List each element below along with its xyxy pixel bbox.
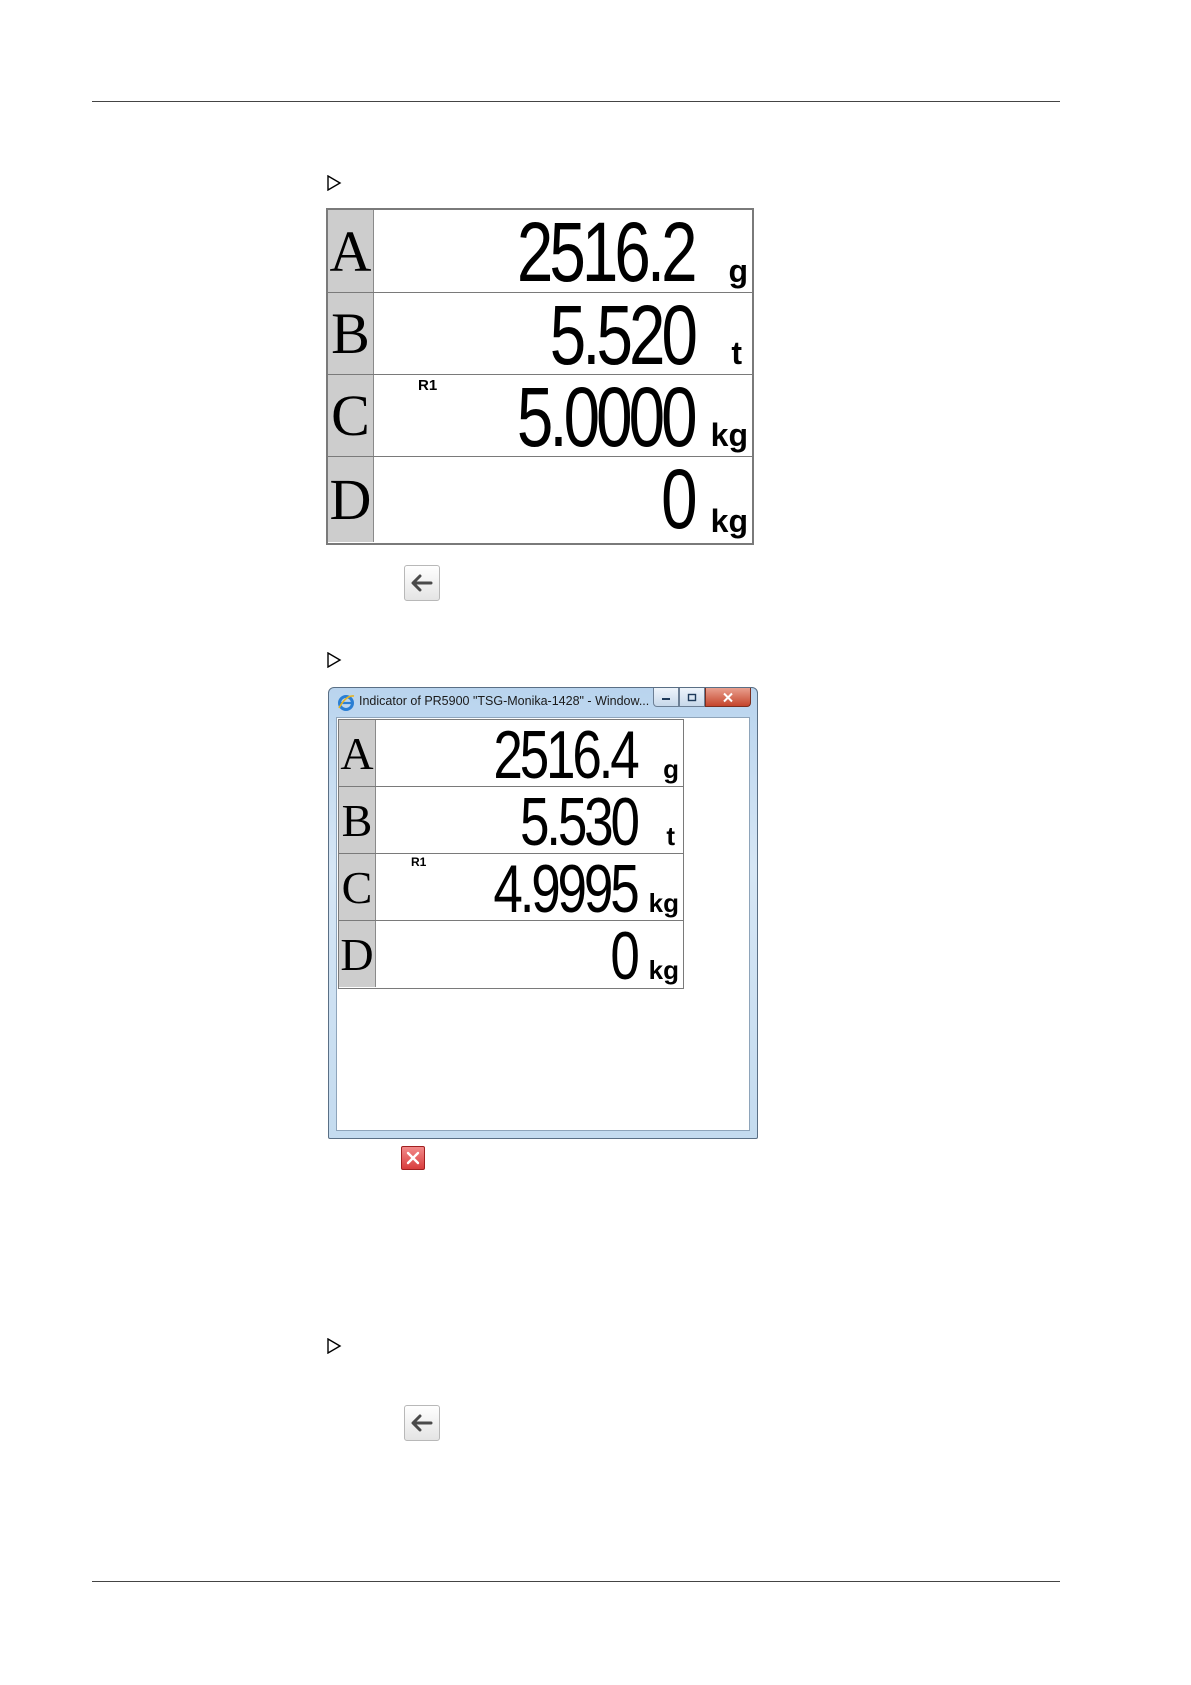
- back-button[interactable]: [404, 565, 440, 601]
- indicator-row-a: [328, 205, 752, 299]
- arrow-left-icon: [411, 574, 433, 592]
- weight-value: 5.0000: [517, 370, 694, 464]
- minimize-icon: [661, 693, 671, 701]
- header-rule: [92, 101, 1060, 102]
- weight-value: 5.530: [520, 784, 637, 860]
- row-letter: D: [328, 457, 374, 542]
- weight-unit: t: [666, 821, 675, 851]
- maximize-button[interactable]: [679, 688, 705, 707]
- range-indicator: R1: [411, 855, 427, 869]
- footer-rule: [92, 1581, 1060, 1582]
- close-x-icon: [405, 1150, 421, 1166]
- row-letter: A: [339, 720, 376, 786]
- weight-value: 2516.2: [517, 205, 694, 299]
- minimize-button[interactable]: [653, 688, 679, 707]
- row-letter: C: [328, 375, 374, 456]
- window-title: Indicator of PR5900 "TSG-Monika-1428" - Window...: [359, 694, 650, 708]
- row-letter: D: [339, 921, 376, 987]
- weight-unit: g: [663, 754, 679, 784]
- indicator-panel-large: [326, 205, 754, 546]
- arrow-left-icon: [411, 1414, 433, 1432]
- weight-unit: kg: [648, 888, 679, 918]
- weight-unit: g: [728, 253, 748, 289]
- indicator-row-c: [328, 370, 752, 464]
- weight-value: 4.9995: [493, 851, 637, 927]
- weight-unit: t: [731, 335, 742, 371]
- window-controls: [653, 688, 751, 708]
- internet-explorer-icon: [337, 693, 355, 711]
- weight-value: 0: [661, 452, 694, 546]
- window-close-button[interactable]: [705, 688, 751, 707]
- range-indicator: R1: [418, 377, 438, 394]
- row-letter: A: [328, 210, 374, 292]
- back-button[interactable]: [404, 1405, 440, 1441]
- indicator-row-b: [339, 784, 683, 860]
- step-bullet-triangle-icon: [326, 1338, 342, 1354]
- weight-unit: kg: [648, 955, 679, 985]
- step-bullet-triangle-icon: [326, 652, 342, 668]
- indicator-row-b: [328, 288, 752, 382]
- close-button[interactable]: [401, 1146, 425, 1170]
- step-bullet-triangle-icon: [326, 175, 342, 191]
- indicator-row-c: [339, 851, 683, 927]
- weight-value: 0: [610, 918, 637, 994]
- indicator-row-d: [328, 452, 752, 546]
- weight-value: 5.520: [549, 288, 694, 382]
- window-client-area: [336, 717, 750, 1131]
- close-icon: [722, 692, 734, 703]
- row-letter: C: [339, 854, 376, 920]
- indicator-row-d: [339, 918, 683, 994]
- row-letter: B: [339, 787, 376, 853]
- weight-value: 2516.4: [493, 717, 637, 793]
- row-letter: B: [328, 293, 374, 374]
- maximize-icon: [687, 693, 697, 702]
- indicator-browser-window: [328, 687, 758, 1139]
- weight-unit: kg: [710, 503, 748, 539]
- weight-unit: kg: [710, 417, 748, 453]
- indicator-panel-small: [338, 717, 684, 994]
- indicator-row-a: [339, 717, 683, 793]
